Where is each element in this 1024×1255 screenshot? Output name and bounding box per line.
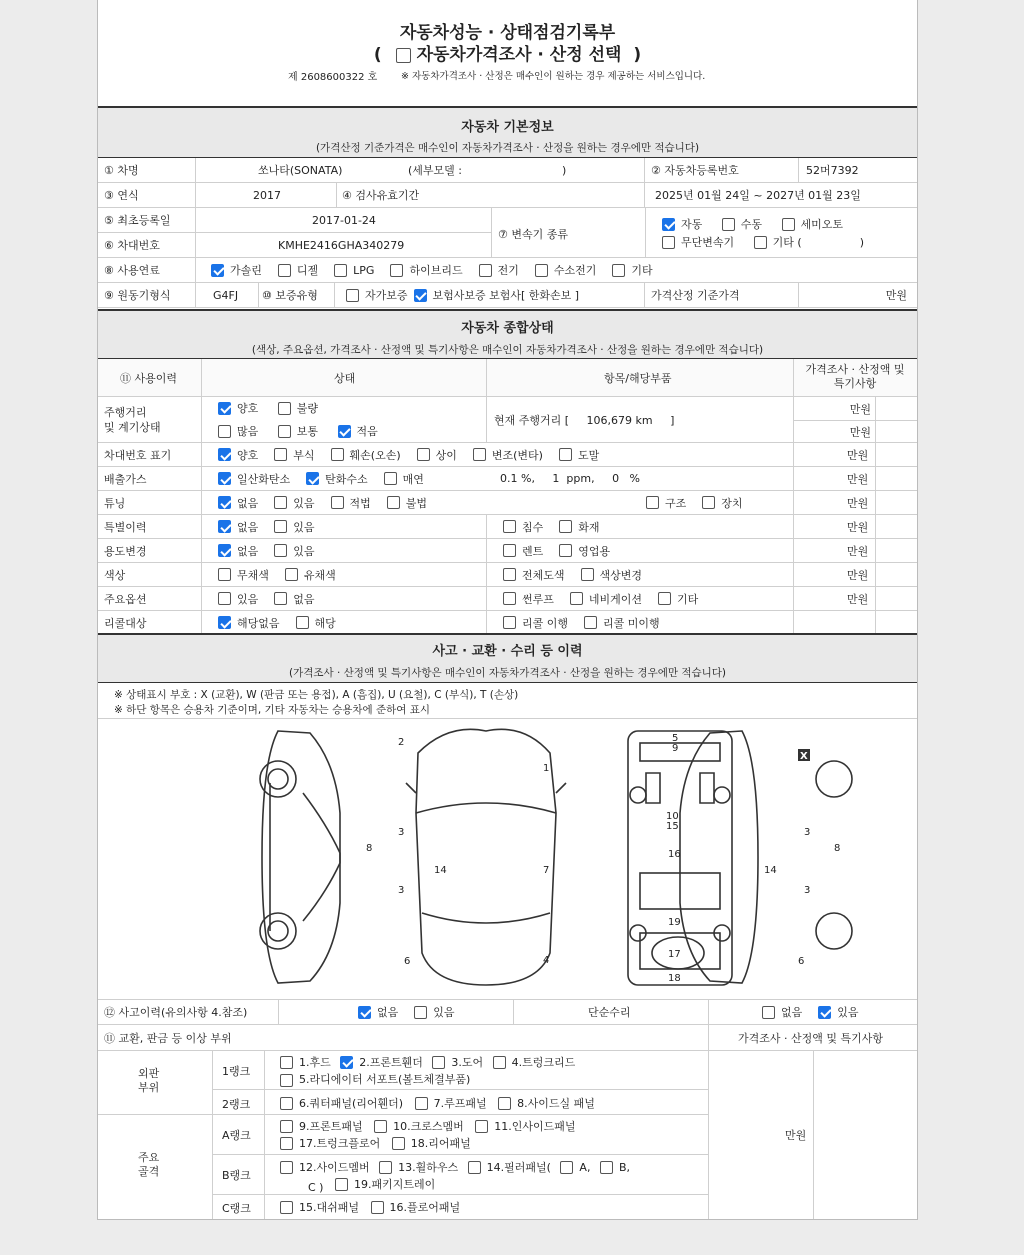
accident-title: 사고 · 교환 · 수리 등 이력 bbox=[432, 644, 583, 659]
option-sunroof-checkbox[interactable] bbox=[503, 592, 516, 605]
recall-yes-checkbox[interactable] bbox=[296, 616, 309, 629]
tuning-device-checkbox[interactable] bbox=[702, 496, 715, 509]
exchange-label: ⑪ 교환, 판금 등 이상 부위 bbox=[104, 1031, 232, 1045]
rank-1-label: 1랭크 bbox=[222, 1065, 251, 1078]
vin-mark-painted-checkbox[interactable] bbox=[559, 448, 572, 461]
overall-status-title: 자동차 종합상태 bbox=[461, 321, 554, 336]
mileage-text: 현재 주행거리 [ bbox=[494, 414, 570, 427]
diagram-num: 6 bbox=[404, 956, 411, 967]
basic-info-header bbox=[98, 106, 917, 157]
recall-label: 리콜대상 bbox=[104, 616, 147, 630]
diagram-num: 15 bbox=[666, 821, 679, 832]
usage-price: 만원 bbox=[847, 544, 869, 558]
option-yes-checkbox[interactable] bbox=[218, 592, 231, 605]
mileage-label-2: 및 계기상태 bbox=[104, 421, 161, 434]
row-year bbox=[98, 183, 917, 208]
rank-a-label: A랭크 bbox=[222, 1129, 251, 1142]
frame-label-1: 주요 bbox=[138, 1151, 160, 1164]
tuning-yes-checkbox[interactable] bbox=[274, 496, 287, 509]
color-change-checkbox[interactable] bbox=[581, 568, 594, 581]
diagram-num: 3 bbox=[804, 827, 811, 838]
vin-mark-price: 만원 bbox=[847, 448, 869, 462]
row-color: 색상 무채색 유채색 전체도색 색상변경 만원 bbox=[98, 563, 917, 587]
vin-mark-label: 차대번호 표기 bbox=[104, 448, 172, 462]
vin-mark-rust-checkbox[interactable] bbox=[274, 448, 287, 461]
vin-mark-mismatch-checkbox[interactable] bbox=[417, 448, 430, 461]
trans-cvt-checkbox[interactable] bbox=[662, 236, 675, 249]
special-fire-checkbox[interactable] bbox=[559, 520, 572, 533]
part-door-checkbox[interactable] bbox=[432, 1056, 445, 1069]
row-recall: 리콜대상 해당없음 해당 리콜 이행 리콜 미이행 bbox=[98, 611, 917, 635]
fuel-other-checkbox[interactable] bbox=[612, 264, 625, 277]
part-pillar-b-checkbox[interactable] bbox=[600, 1161, 613, 1174]
color-repaint-checkbox[interactable] bbox=[503, 568, 516, 581]
usage-yes-checkbox[interactable] bbox=[274, 544, 287, 557]
diagram-num: 4 bbox=[543, 955, 550, 966]
part-trunk-lid-checkbox[interactable] bbox=[493, 1056, 506, 1069]
diagram-num: 8 bbox=[834, 843, 841, 854]
car-name-value: 쏘나타(SONATA) bbox=[258, 164, 343, 177]
fuel-diesel-checkbox[interactable] bbox=[278, 264, 291, 277]
color-chromatic-checkbox[interactable] bbox=[285, 568, 298, 581]
diagram-num: 5 bbox=[672, 733, 679, 744]
vin-mark-altered-checkbox[interactable] bbox=[473, 448, 486, 461]
tuning-label: 튜닝 bbox=[104, 496, 126, 510]
reg-no-value: 52머7392 bbox=[806, 164, 859, 177]
outer-panel-label-1: 외판 bbox=[138, 1067, 160, 1080]
rank-2-label: 2랭크 bbox=[222, 1098, 251, 1111]
warranty-self-checkbox[interactable] bbox=[346, 289, 359, 302]
mileage-value: 106,679 km bbox=[586, 414, 653, 427]
diagram-num: 14 bbox=[764, 865, 777, 876]
accident-none-checkbox[interactable] bbox=[358, 1006, 371, 1019]
fuel-hydrogen-checkbox[interactable] bbox=[535, 264, 548, 277]
row-exchange-header bbox=[98, 1025, 917, 1051]
part-pillar-a-checkbox[interactable] bbox=[560, 1161, 573, 1174]
diagram-num: 6 bbox=[798, 956, 805, 967]
reg-no-label: ② 자동차등록번호 bbox=[651, 164, 739, 177]
part-wheel-house-checkbox[interactable] bbox=[379, 1161, 392, 1174]
emission-co-checkbox[interactable] bbox=[218, 472, 231, 485]
mileage-many-checkbox[interactable] bbox=[218, 425, 231, 438]
usage-rent-checkbox[interactable] bbox=[503, 544, 516, 557]
service-notice: ※ 자동차가격조사 · 산정은 매수인이 원하는 경우 제공하는 서비스입니다. bbox=[401, 71, 706, 82]
fuel-gasoline-checkbox[interactable] bbox=[211, 264, 224, 277]
vin-value: KMHE2416GHA340279 bbox=[278, 238, 405, 252]
row-mileage: 주행거리 및 계기상태 양호 불량 많음 보통 적음 현재 주행거리 [ 106,679 km ] 만원 만원 bbox=[98, 397, 917, 443]
inspection-record-document bbox=[97, 0, 918, 1220]
price-service-checkbox[interactable] bbox=[396, 48, 411, 63]
basic-info-note: (가격산정 기준가격은 매수인이 자동차가격조사 · 산정을 원하는 경우에만 적습니다) bbox=[315, 142, 700, 154]
trans-manual-checkbox[interactable] bbox=[722, 218, 735, 231]
pillar-c-label: C ) bbox=[308, 1180, 324, 1194]
trans-auto-checkbox[interactable] bbox=[662, 218, 675, 231]
year-label: ③ 연식 bbox=[104, 189, 139, 202]
part-dash-panel-checkbox[interactable] bbox=[280, 1201, 293, 1214]
inspect-period-label: ④ 검사유효기간 bbox=[342, 189, 420, 202]
col-price-line1: 가격조사 · 산정액 및 bbox=[805, 363, 905, 376]
accident-header bbox=[98, 633, 917, 682]
fuel-label: ⑧ 사용연료 bbox=[104, 264, 160, 277]
row-vin-mark: 차대번호 표기 양호 부식 훼손(오손) 상이 변조(변타) 도말 만원 bbox=[98, 443, 917, 467]
rank-b-label: B랭크 bbox=[222, 1169, 251, 1182]
accident-note: (가격조사 · 산정액 및 특기사항은 매수인이 자동차가격조사 · 산정을 원하는 경우에만 적습니다) bbox=[288, 667, 726, 679]
exchange-price-label: 가격조사 · 산정액 및 특기사항 bbox=[738, 1031, 883, 1045]
rank-c-label: C랭크 bbox=[222, 1202, 251, 1215]
special-yes-checkbox[interactable] bbox=[274, 520, 287, 533]
col-items: 항목/해당부품 bbox=[604, 371, 672, 385]
part-roof-panel-checkbox[interactable] bbox=[415, 1097, 428, 1110]
diagram-num: 3 bbox=[398, 885, 405, 896]
outer-panel-label-2: 부위 bbox=[138, 1081, 160, 1094]
simple-repair-label: 단순수리 bbox=[588, 1006, 631, 1019]
diagram-num: 8 bbox=[366, 843, 373, 854]
warranty-insurer-checkbox[interactable] bbox=[414, 289, 427, 302]
part-inside-panel-checkbox[interactable] bbox=[475, 1120, 488, 1133]
diagram-num: 3 bbox=[398, 827, 405, 838]
row-usage-change: 용도변경 없음 있음 렌트 영업용 만원 bbox=[98, 539, 917, 563]
document-number: 제 2608600322 호 bbox=[288, 72, 378, 83]
mileage-good-checkbox[interactable] bbox=[218, 402, 231, 415]
car-name-label: ① 차명 bbox=[104, 164, 139, 177]
exchange-price-value: 만원 bbox=[785, 1129, 807, 1142]
part-front-fender-checkbox[interactable] bbox=[340, 1056, 353, 1069]
col-usage-history: ⑪ 사용이력 bbox=[120, 371, 178, 385]
warranty-label: ⑩ 보증유형 bbox=[262, 289, 318, 302]
emission-values: 0.1 %, 1 ppm, 0 % bbox=[500, 472, 641, 485]
trans-semiauto-checkbox[interactable] bbox=[782, 218, 795, 231]
part-quarter-panel-checkbox[interactable] bbox=[280, 1097, 293, 1110]
diagram-num: 7 bbox=[543, 865, 550, 876]
diagram-num: 9 bbox=[672, 743, 679, 754]
special-price: 만원 bbox=[847, 520, 869, 534]
diagram-num: 14 bbox=[434, 865, 447, 876]
part-pillar-panel-checkbox[interactable] bbox=[468, 1161, 481, 1174]
year-value: 2017 bbox=[253, 188, 281, 202]
emission-price: 만원 bbox=[847, 472, 869, 486]
part-hood-checkbox[interactable] bbox=[280, 1056, 293, 1069]
tuning-legal-checkbox[interactable] bbox=[331, 496, 344, 509]
row-fuel: ⑧ 사용연료 가솔린 디젤 LPG 하이브리드 전기 수소전기 기타 bbox=[98, 258, 917, 283]
recall-done-checkbox[interactable] bbox=[503, 616, 516, 629]
accident-history-label: ⑫ 사고이력(유의사항 4.참조) bbox=[104, 1006, 248, 1019]
part-package-tray-checkbox[interactable] bbox=[335, 1178, 348, 1191]
option-price: 만원 bbox=[847, 592, 869, 606]
tuning-price: 만원 bbox=[847, 496, 869, 510]
special-none-checkbox[interactable] bbox=[218, 520, 231, 533]
diagram-num: 1 bbox=[543, 763, 550, 774]
part-cross-member-checkbox[interactable] bbox=[374, 1120, 387, 1133]
base-price-unit: 만원 bbox=[885, 289, 907, 302]
emission-label: 배출가스 bbox=[104, 472, 147, 486]
tuning-structure-checkbox[interactable] bbox=[646, 496, 659, 509]
part-side-sill-checkbox[interactable] bbox=[498, 1097, 511, 1110]
fuel-lpg-checkbox[interactable] bbox=[334, 264, 347, 277]
diagram-num: 17 bbox=[668, 949, 681, 960]
part-side-member-checkbox[interactable] bbox=[280, 1161, 293, 1174]
exchange-table: 외판 부위 주요 골격 1랭크 2랭크 A랭크 B랭크 C랭크 1.후드 2.프론트휀더 3.도어 4.트렁크리드 5.라디에이터 서포트(볼트체결부품) 6.쿼터패널(리어휀더) 7.루프패널 8.사이드실 패널 9.프론트패널 10.크로스멤버 11.인사이드패널 17.트렁크플로어 18.리어패널 12.사이드멤버 13.휠하우스 14.필러패널( A, B, C ) 19.패키지트레이 15.대쉬패널 16.플로어패널 만원 bbox=[98, 1051, 917, 1220]
recall-none-checkbox[interactable] bbox=[218, 616, 231, 629]
usage-change-label: 용도변경 bbox=[104, 544, 147, 558]
mileage-bad-checkbox[interactable] bbox=[278, 402, 291, 415]
legend-line-1: ※ 상태표시 부호 : X (교환), W (판금 또는 용접), A (흠집), U (요철), C (부식), T (손상) bbox=[114, 689, 519, 701]
row-main-options: 주요옵션 있음 없음 썬루프 네비게이션 기타 만원 bbox=[98, 587, 917, 611]
damage-mark-x: X bbox=[800, 751, 808, 762]
tuning-none-checkbox[interactable] bbox=[218, 496, 231, 509]
basic-info-title: 자동차 기본정보 bbox=[461, 120, 554, 135]
diagram-num: 2 bbox=[398, 737, 405, 748]
emission-hc-checkbox[interactable] bbox=[306, 472, 319, 485]
price-service-label: 자동차가격조사 · 산정 선택 bbox=[416, 45, 622, 65]
engine-value: G4FJ bbox=[213, 288, 239, 302]
row-tuning: 튜닝 없음 있음 적법 불법 구조 장치 만원 bbox=[98, 491, 917, 515]
simple-none-checkbox[interactable] bbox=[762, 1006, 775, 1019]
row-accident-history: ⑫ 사고이력(유의사항 4.참조) 없음 있음 단순수리 없음 있음 bbox=[98, 999, 917, 1025]
first-reg-label: ⑤ 최초등록일 bbox=[104, 214, 171, 227]
legend-line-2: ※ 하단 항목은 승용차 기준이며, 기타 자동차는 승용차에 준하여 표시 bbox=[114, 704, 431, 716]
transmission-label: ⑦ 변속기 종류 bbox=[498, 228, 568, 241]
special-flood-checkbox[interactable] bbox=[503, 520, 516, 533]
simple-yes-checkbox[interactable] bbox=[818, 1006, 831, 1019]
option-navigation-checkbox[interactable] bbox=[570, 592, 583, 605]
col-price-line2: 특기사항 bbox=[833, 377, 877, 390]
diagram-num: 3 bbox=[804, 885, 811, 896]
vin-mark-damage-checkbox[interactable] bbox=[331, 448, 344, 461]
fuel-electric-checkbox[interactable] bbox=[479, 264, 492, 277]
fuel-hybrid-checkbox[interactable] bbox=[390, 264, 403, 277]
row-car-name: ① 차명 쏘나타(SONATA) (세부모델 : ) ② 자동차등록번호 52머7392 bbox=[98, 158, 917, 183]
mileage-price-2: 만원 bbox=[849, 426, 871, 439]
frame-label-2: 골격 bbox=[138, 1165, 160, 1178]
tuning-illegal-checkbox[interactable] bbox=[387, 496, 400, 509]
main-options-label: 주요옵션 bbox=[104, 592, 147, 606]
part-radiator-support-checkbox[interactable] bbox=[280, 1074, 293, 1087]
part-front-panel-checkbox[interactable] bbox=[280, 1120, 293, 1133]
first-reg-value: 2017-01-24 bbox=[312, 213, 376, 227]
inspect-period-value: 2025년 01월 24일 ~ 2027년 01월 23일 bbox=[655, 189, 861, 202]
diagram-num: 16 bbox=[668, 849, 681, 860]
usage-commercial-checkbox[interactable] bbox=[559, 544, 572, 557]
row-engine: ⑨ 원동기형식 G4FJ ⑩ 보증유형 자가보증 보험사보증 보험사[ 한화손보 ] 가격산정 기준가격 만원 bbox=[98, 283, 917, 308]
part-trunk-floor-checkbox[interactable] bbox=[280, 1137, 293, 1150]
mileage-normal-checkbox[interactable] bbox=[278, 425, 291, 438]
vin-mark-good-checkbox[interactable] bbox=[218, 448, 231, 461]
color-label: 색상 bbox=[104, 568, 126, 582]
base-price-label: 가격산정 기준가격 bbox=[651, 289, 740, 302]
diagram-num: 10 bbox=[666, 811, 679, 822]
mileage-price-1: 만원 bbox=[849, 403, 871, 416]
engine-label: ⑨ 원동기형식 bbox=[104, 289, 171, 302]
diagram-num: 18 bbox=[668, 973, 681, 984]
vin-label: ⑥ 차대번호 bbox=[104, 239, 160, 252]
col-state: 상태 bbox=[334, 371, 356, 385]
document-title: 자동차성능 · 상태점검기록부 bbox=[399, 23, 616, 43]
mileage-label-1: 주행거리 bbox=[104, 406, 147, 419]
overall-status-note: (색상, 주요옵션, 가격조사 · 산정액 및 특기사항은 매수인이 자동차가격조사 · 산정을 원하는 경우에만 적습니다) bbox=[251, 344, 764, 356]
accident-yes-checkbox[interactable] bbox=[414, 1006, 427, 1019]
trans-other-checkbox[interactable] bbox=[754, 236, 767, 249]
usage-none-checkbox[interactable] bbox=[218, 544, 231, 557]
mileage-low-checkbox[interactable] bbox=[338, 425, 351, 438]
car-parts-diagram bbox=[248, 723, 841, 991]
part-rear-panel-checkbox[interactable] bbox=[392, 1137, 405, 1150]
color-achromatic-checkbox[interactable] bbox=[218, 568, 231, 581]
transmission-cell: ⑦ 변속기 종류 자동 수동 세미오토 무단변속기 기타 ( ) bbox=[491, 208, 917, 258]
overall-status-header bbox=[98, 309, 917, 358]
emission-smoke-checkbox[interactable] bbox=[384, 472, 397, 485]
overall-column-headers bbox=[98, 359, 917, 397]
option-other-checkbox[interactable] bbox=[658, 592, 671, 605]
option-none-checkbox[interactable] bbox=[274, 592, 287, 605]
price-service-selector: ( 자동차가격조사 · 산정 선택 ) bbox=[373, 45, 642, 65]
row-emission: 배출가스 일산화탄소 탄화수소 매연 0.1 %, 1 ppm, 0 % 만원 bbox=[98, 467, 917, 491]
color-price: 만원 bbox=[847, 568, 869, 582]
row-special-history: 특별이력 없음 있음 침수 화재 만원 bbox=[98, 515, 917, 539]
recall-pending-checkbox[interactable] bbox=[584, 616, 597, 629]
diagram-num: 19 bbox=[668, 917, 681, 928]
part-floor-panel-checkbox[interactable] bbox=[371, 1201, 384, 1214]
detail-model-label: (세부모델 : bbox=[408, 164, 462, 177]
special-history-label: 특별이력 bbox=[104, 520, 147, 534]
